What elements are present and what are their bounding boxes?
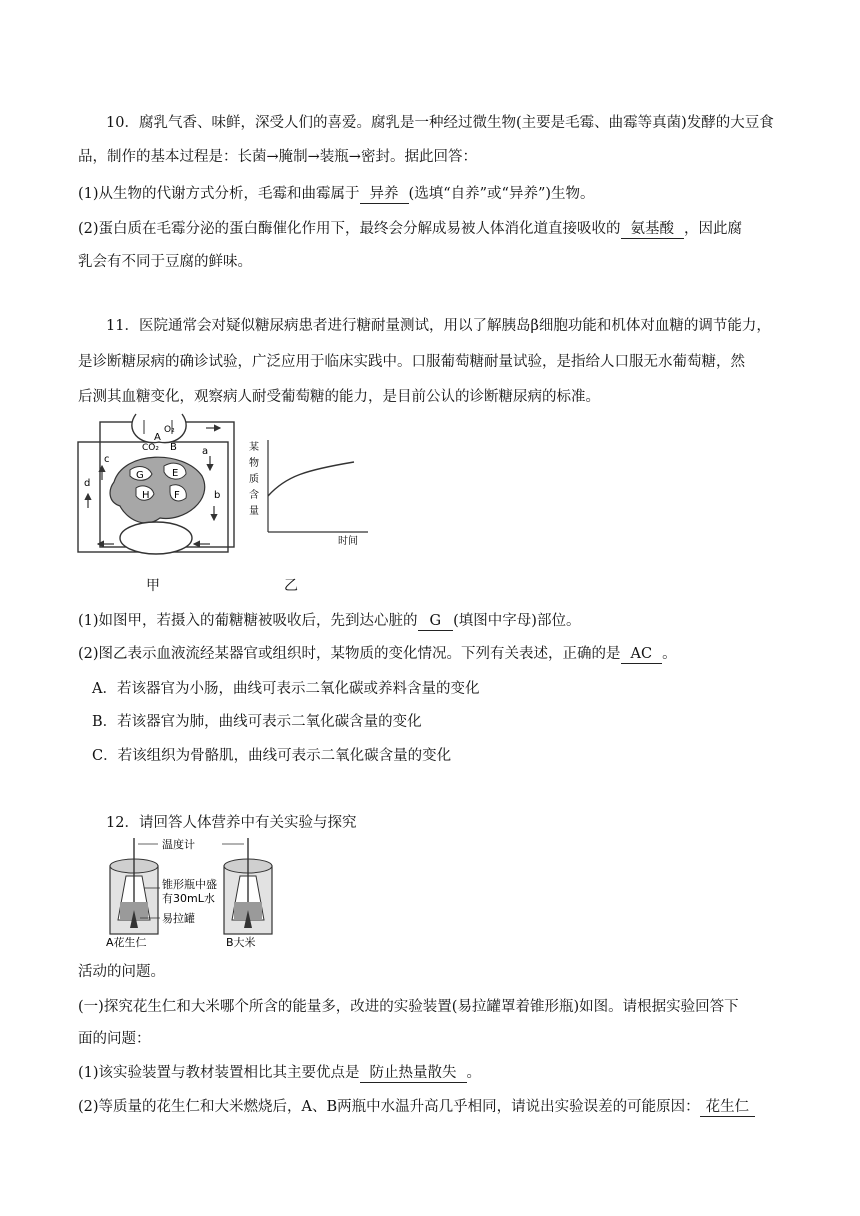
sample-a-label: A花生仁 xyxy=(106,936,147,949)
chamber-g-label: G xyxy=(136,470,144,481)
q10-part1-answer: 异养 xyxy=(360,187,409,204)
vessel-a-label: a xyxy=(202,446,209,457)
q11-line1: 11．医院通常会对疑似糖尿病患者进行糖耐量测试，用以了解胰岛β细胞功能和机体对血糖的调节能力， xyxy=(106,318,771,334)
q12-line2: 活动的问题。 xyxy=(78,964,165,980)
co2-label: CO₂ xyxy=(142,443,159,453)
q10-part2-text: (2)蛋白质在毛霉分泌的蛋白酶催化作用下，最终会分解成易被人体消化道直接吸收的 xyxy=(78,221,621,237)
q10-part2-line2: 乳会有不同于豆腐的鲜味。 xyxy=(78,254,252,270)
q12-part2 xyxy=(78,1095,755,1117)
ylabel-char-1: 某 xyxy=(249,442,259,453)
thermometer-label: 温度计 xyxy=(162,838,195,851)
q12-part1-answer: 防止热量散失 xyxy=(360,1066,467,1083)
q10-line1: 10．腐乳气香、味鲜，深受人们的喜爱。腐乳是一种经过微生物(主要是毛霉、曲霉等真菌)发酵的大豆食 xyxy=(106,115,774,131)
q11-part1-text: (1)如图甲，若摄入的葡糖糖被吸收后，先到达心脏的 xyxy=(78,613,418,629)
vessel-b-label: b xyxy=(214,490,221,501)
q12-part2-text: (2)等质量的花生仁和大米燃烧后，A、B两瓶中水温升高几乎相同，请说出实验误差的可能原因： xyxy=(78,1099,700,1115)
q11-option-a: A．若该器官为小肠，曲线可表示二氧化碳或养料含量的变化 xyxy=(92,681,480,697)
ylabel-char-4: 含 xyxy=(249,490,259,501)
caption-jia: 甲 xyxy=(146,578,160,594)
q12-line3: (一)探究花生仁和大米哪个所含的能量多，改进的实验装置(易拉罐罩着锥形瓶)如图。请根据实验回答下 xyxy=(78,999,739,1015)
o2-label: O₂ xyxy=(164,425,175,435)
can-label: 易拉罐 xyxy=(162,912,195,925)
q11-option-b: B．若该器官为肺，曲线可表示二氧化碳含量的变化 xyxy=(92,714,422,730)
q10-part1 xyxy=(78,182,595,204)
q12-line4: 面的问题： xyxy=(78,1031,151,1047)
sample-b-label: B大米 xyxy=(226,936,256,949)
chamber-e-label: E xyxy=(172,468,179,479)
circulation-diagram xyxy=(74,410,244,560)
q11-part1-suffix: (填图中字母)部位。 xyxy=(453,613,581,629)
curve-chart xyxy=(246,436,372,546)
chamber-h-label: H xyxy=(142,490,150,501)
ylabel-char-3: 质 xyxy=(249,474,259,485)
chamber-f-label: F xyxy=(174,490,180,501)
q10-part2-answer: 氨基酸 xyxy=(621,222,685,239)
chamber-a-label: A xyxy=(154,432,161,443)
q11-part2 xyxy=(78,642,677,664)
q12-part1-suffix: 。 xyxy=(466,1065,482,1081)
flask-label-line2: 有30mL水 xyxy=(162,892,215,905)
curve-line xyxy=(268,462,354,496)
q12-part1-text: (1)该实验装置与教材装置相比其主要优点是 xyxy=(78,1065,360,1081)
vessel-d-label: d xyxy=(84,478,91,489)
caption-yi: 乙 xyxy=(284,578,298,594)
q11-line2: 是诊断糖尿病的确诊试验，广泛应用于临床实践中。口服葡萄糖耐量试验，是指给人口服无水葡萄糖，然 xyxy=(78,354,745,370)
q11-part2-suffix: 。 xyxy=(662,646,677,662)
q10-part2 xyxy=(78,217,742,239)
q12-part1 xyxy=(78,1061,481,1083)
q12-part2-answer: 花生仁 xyxy=(700,1100,756,1117)
q11-part2-text: (2)图乙表示血液流经某器官或组织时，某物质的变化情况。下列有关表述，正确的是 xyxy=(78,646,621,662)
vessel-c-label: c xyxy=(104,454,110,465)
xlabel: 时间 xyxy=(338,536,358,546)
q11-part2-answer: AC xyxy=(621,647,663,664)
calorimeter-diagram xyxy=(104,836,282,950)
flask-label-line1: 锥形瓶中盛 xyxy=(162,878,217,891)
q10-part1-text: (1)从生物的代谢方式分析，毛霉和曲霉属于 xyxy=(78,186,360,202)
ylabel-char-5: 量 xyxy=(249,506,259,517)
q10-part2-suffix: ，因此腐 xyxy=(684,221,743,237)
q11-line3: 后测其血糖变化，观察病人耐受葡萄糖的能力，是目前公认的诊断糖尿病的标准。 xyxy=(78,389,600,405)
q11-option-c: C．若该组织为骨骼肌，曲线可表示二氧化碳含量的变化 xyxy=(92,748,452,764)
q11-part1 xyxy=(78,609,580,631)
chamber-b-label: B xyxy=(170,442,177,453)
q10-line2: 品，制作的基本过程是：长菌→腌制→装瓶→密封。据此回答： xyxy=(78,149,477,165)
q11-part1-answer: G xyxy=(418,614,454,631)
q10-part1-suffix: (选填“自养”或“异养”)生物。 xyxy=(408,186,595,202)
ylabel-char-2: 物 xyxy=(249,458,259,469)
q12-line1: 12．请回答人体营养中有关实验与探究 xyxy=(106,815,357,831)
